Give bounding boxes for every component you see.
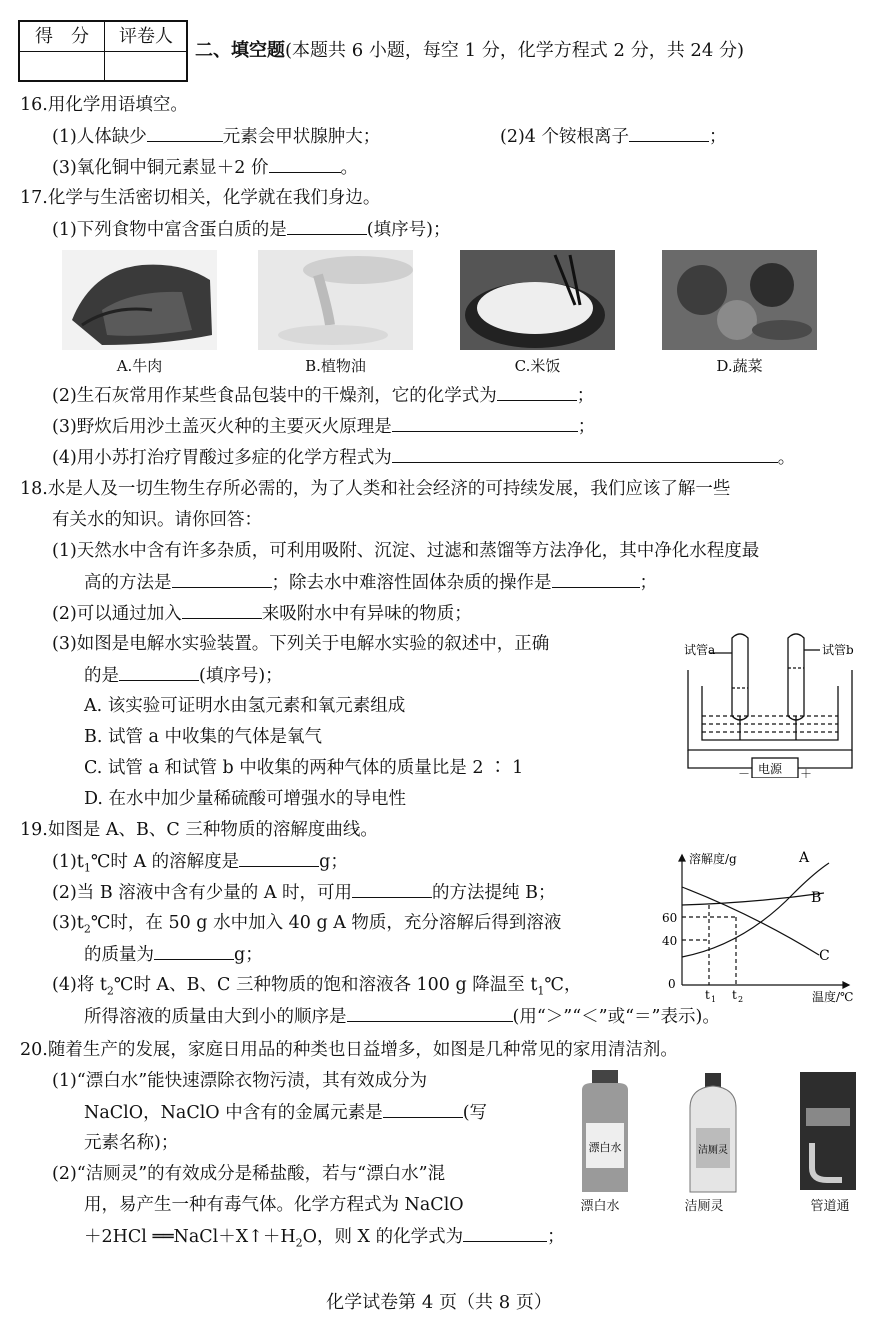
q16-p1-text2: 元素会甲状腺肿大； [222, 127, 381, 147]
chart-t2: t [732, 988, 737, 1002]
q18-part3b [84, 664, 283, 687]
q18-p2-text: (2)可以通过加入 [52, 604, 182, 624]
caption-oil: B.植物油 [305, 357, 366, 375]
q17-blank3[interactable] [392, 415, 578, 432]
beef-image [62, 250, 217, 350]
chart-t2-sub: 2 [738, 995, 744, 1004]
q19-p4-text5: (用“＞”“＜”或“＝”表示)。 [512, 1007, 720, 1027]
chart-y40: 40 [662, 934, 678, 948]
q16-blank2[interactable] [629, 125, 709, 142]
q19-p4-sub2: 1 [537, 984, 545, 998]
q16-part1 [52, 125, 380, 148]
q16-blank1[interactable] [147, 125, 223, 142]
chart-label-b: B [811, 890, 822, 906]
chart-ylabel: 溶解度/g [689, 852, 737, 866]
caption-drain-cleaner: 管道通 [810, 1199, 850, 1214]
q18-stem1: 18.水是人及一切生物生存所必需的，为了人类和社会经济的可持续发展，我们应该了解一些 [20, 479, 731, 499]
grader-header: 评卷人 [119, 26, 173, 47]
vegetables-image [662, 250, 817, 350]
cleaners-image [572, 1068, 862, 1194]
chart-origin: 0 [668, 977, 676, 991]
q16-p2-text2: ； [709, 127, 727, 147]
section-title: 二、填空题 [195, 40, 285, 61]
q19-blank1[interactable] [239, 850, 319, 867]
q19-p4-text2: ℃时 A、B、C 三种物质的饱和溶液各 100 g 降温至 t [113, 975, 538, 995]
q16-part2 [500, 125, 727, 148]
section-header [195, 40, 744, 62]
q18-part1a: (1)天然水中含有许多杂质，可利用吸附、沉淀、过滤和蒸馏等方法净化，其中净化水程度最 [52, 541, 760, 561]
toilet-bottle-label: 洁厕灵 [698, 1145, 728, 1156]
q19-part2 [52, 881, 555, 904]
q19-p1-text2: ℃时 A 的溶解度是 [90, 852, 240, 872]
score-table [18, 20, 188, 82]
q18-option-b: B. 试管 a 中收集的气体是氧气 [84, 727, 323, 747]
q17-p1-text: (1)下列食物中富含蛋白质的是 [52, 220, 287, 240]
plus-label: ＋ [800, 767, 813, 778]
q19-p3-text4: g； [234, 945, 263, 965]
q20-p1-text: NaClO，NaClO 中含有的金属元素是 [84, 1103, 383, 1123]
q17-blank2[interactable] [497, 384, 577, 401]
q17-blank4[interactable] [392, 446, 778, 463]
q17-p4-text: (4)用小苏打治疗胃酸过多症的化学方程式为 [52, 448, 392, 468]
q20-blank1[interactable] [383, 1101, 463, 1118]
q16-p3-text: (3)氧化铜中铜元素显＋2 价 [52, 158, 269, 178]
q19-p3-text: (3)t [52, 913, 84, 933]
q19-p3-text3: 的质量为 [84, 945, 154, 965]
q17-p2-text: (2)生石灰常用作某些食品包装中的干燥剂，它的化学式为 [52, 386, 497, 406]
q20-part1a: (1)“漂白水”能快速漂除衣物污渍，其有效成分为 [52, 1071, 428, 1091]
solubility-chart [654, 845, 864, 1005]
q20-part1b [84, 1101, 487, 1124]
chart-label-a: A [799, 850, 810, 866]
q16-p1-text: (1)人体缺少 [52, 127, 147, 147]
q17-part1 [52, 218, 450, 241]
q19-blank4[interactable] [347, 1005, 513, 1022]
rice-image [460, 250, 615, 350]
minus-label: － [738, 767, 751, 778]
q18-p3-text2: (填序号)； [199, 666, 283, 686]
chart-label-c: C [819, 948, 830, 964]
q17-part4 [52, 446, 795, 469]
q17-p3-text: (3)野炊后用沙土盖灭火种的主要灭火原理是 [52, 417, 392, 437]
q18-option-a: A. 该实验可证明水由氢元素和氧元素组成 [84, 696, 406, 716]
q20-p2-text: O，则 X 的化学式为 [302, 1227, 464, 1247]
q17-blank1[interactable] [287, 218, 367, 235]
q18-part3a: (3)如图是电解水实验装置。下列关于电解水实验的叙述中，正确 [52, 634, 550, 654]
q17-part2 [52, 384, 594, 407]
bleach-bottle-label: 漂白水 [588, 1141, 622, 1154]
q16-stem: 16.用化学用语填空。 [20, 95, 188, 115]
oil-image [258, 250, 413, 350]
caption-toilet-cleaner: 洁厕灵 [684, 1199, 724, 1214]
q18-option-d: D. 在水中加少量稀硫酸可增强水的导电性 [84, 789, 407, 809]
q18-blank1[interactable] [172, 571, 272, 588]
q20-part2c [84, 1225, 565, 1255]
q18-part2 [52, 602, 472, 625]
q18-p1-text2: ；除去水中难溶性固体杂质的操作是 [271, 573, 552, 593]
q20-part2a: (2)“洁厕灵”的有效成分是稀盐酸，若与“漂白水”混 [52, 1164, 446, 1184]
q19-p3-sub: 2 [83, 922, 91, 936]
q20-part1c: 元素名称)； [84, 1133, 179, 1153]
q19-stem: 19.如图是 A、B、C 三种物质的溶解度曲线。 [20, 820, 378, 840]
q18-blank4[interactable] [119, 664, 199, 681]
q20-p2-eq: ＋2HCl ══NaCl＋X↑＋H [84, 1227, 296, 1247]
chart-t1-sub: 1 [711, 995, 717, 1004]
chart-xlabel: 温度/℃ [812, 990, 854, 1004]
score-header: 得 分 [35, 26, 89, 47]
tube-a-label: 试管a [684, 643, 716, 657]
q18-stem2: 有关水的知识。请你回答： [52, 510, 262, 530]
q18-option-c: C. 试管 a 和试管 b 中收集的两种气体的质量比是 2 ∶ 1 [84, 758, 524, 778]
q19-p4-sub: 2 [106, 984, 114, 998]
q19-part4b [84, 1005, 720, 1028]
q17-p3-text2: ； [577, 417, 596, 437]
q16-p2-text: (2)4 个铵根离子 [500, 127, 629, 147]
q20-p1-text2: (写 [462, 1103, 488, 1123]
q18-p3-text: 的是 [84, 666, 119, 686]
q20-p2-text2: ； [547, 1227, 565, 1247]
section-desc: (本题共 6 小题，每空 1 分，化学方程式 2 分，共 24 分) [285, 40, 745, 61]
q19-p4-text: (4)将 t [52, 975, 107, 995]
page-footer: 化学试卷第 4 页（共 8 页） [326, 1292, 552, 1313]
q20-p2-sub: 2 [295, 1236, 303, 1250]
caption-beef: A.牛肉 [116, 357, 163, 375]
q18-p1-text3: ； [639, 573, 657, 593]
q18-p2-text2: 来吸附水中有异味的物质； [261, 604, 472, 624]
q19-p1-text: (1)t [52, 852, 84, 872]
chart-y60: 60 [662, 911, 678, 925]
q19-p3-text2: ℃时，在 50 g 水中加入 40 g A 物质，充分溶解后得到溶液 [90, 913, 562, 933]
q19-part1 [52, 850, 348, 880]
electrolysis-diagram [680, 628, 860, 778]
q19-part3a [52, 912, 561, 941]
q18-part1b [84, 571, 657, 594]
chart-t1: t [705, 988, 710, 1002]
q20-blank2[interactable] [463, 1225, 547, 1242]
q16-blank3[interactable] [269, 156, 341, 173]
q18-blank2[interactable] [552, 571, 640, 588]
q19-p1-sub: 1 [83, 861, 91, 875]
q19-p1-text3: g； [319, 852, 348, 872]
q19-blank3[interactable] [154, 943, 234, 960]
q17-p2-text2: ； [576, 386, 595, 406]
caption-vegetables: D.蔬菜 [716, 357, 763, 375]
q19-p4-text4: 所得溶液的质量由大到小的顺序是 [84, 1007, 347, 1027]
q20-part2b: 用，易产生一种有毒气体。化学方程式为 NaClO [84, 1195, 464, 1215]
q16-p3-text2: 。 [340, 158, 358, 178]
tube-b-label: 试管b [822, 643, 854, 657]
q19-p2-text2: 的方法提纯 B； [432, 883, 556, 903]
q17-part3 [52, 415, 595, 438]
q17-p4-text2: 。 [777, 448, 796, 468]
q19-p4-text3: ℃， [544, 975, 582, 995]
q18-blank3[interactable] [182, 602, 262, 619]
q17-stem: 17.化学与生活密切相关，化学就在我们身边。 [20, 188, 381, 208]
q19-part4a [52, 974, 581, 1003]
q19-p2-text: (2)当 B 溶液中含有少量的 A 时，可用 [52, 883, 353, 903]
q19-part3b [84, 943, 263, 966]
q17-p1-text2: (填序号)； [366, 220, 451, 240]
caption-bleach: 漂白水 [580, 1199, 620, 1214]
q16-part3 [52, 156, 358, 179]
caption-rice: C.米饭 [514, 357, 561, 375]
power-label: 电源 [758, 762, 783, 776]
q20-stem: 20.随着生产的发展，家庭日用品的种类也日益增多，如图是几种常见的家用清洁剂。 [20, 1040, 678, 1060]
q18-p1-text: 高的方法是 [84, 573, 172, 593]
q19-blank2[interactable] [352, 881, 432, 898]
